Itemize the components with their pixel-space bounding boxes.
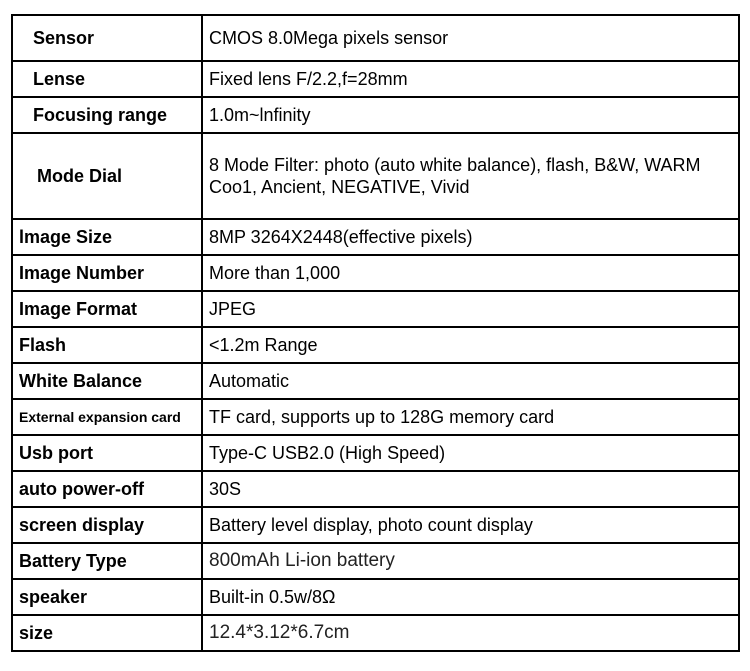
spec-value-flash: <1.2m Range bbox=[202, 327, 739, 363]
table-row bbox=[12, 543, 739, 579]
spec-label-lense: Lense bbox=[12, 61, 202, 97]
spec-value-white-balance: Automatic bbox=[202, 363, 739, 399]
spec-label-auto-power-off: auto power-off bbox=[12, 471, 202, 507]
spec-value-lense: Fixed lens F/2.2,f=28mm bbox=[202, 61, 739, 97]
spec-label-focusing-range: Focusing range bbox=[12, 97, 202, 133]
table-row bbox=[12, 435, 739, 471]
spec-value-speaker: Built-in 0.5w/8Ω bbox=[202, 579, 739, 615]
spec-value-battery-type: 800mAh Li-ion battery bbox=[202, 543, 739, 579]
table-row bbox=[12, 399, 739, 435]
spec-label-image-number: Image Number bbox=[12, 255, 202, 291]
spec-label-sensor: Sensor bbox=[12, 15, 202, 61]
table-row bbox=[12, 471, 739, 507]
spec-label-speaker: speaker bbox=[12, 579, 202, 615]
spec-value-image-format: JPEG bbox=[202, 291, 739, 327]
table-row bbox=[12, 507, 739, 543]
spec-label-external-card: External expansion card bbox=[12, 399, 202, 435]
spec-label-size: size bbox=[12, 615, 202, 651]
spec-value-image-size: 8MP 3264X2448(effective pixels) bbox=[202, 219, 739, 255]
spec-value-usb-port: Type-C USB2.0 (High Speed) bbox=[202, 435, 739, 471]
spec-value-image-number: More than 1,000 bbox=[202, 255, 739, 291]
table-row bbox=[12, 97, 739, 133]
spec-value-screen-display: Battery level display, photo count display bbox=[202, 507, 739, 543]
table-row bbox=[12, 579, 739, 615]
spec-label-usb-port: Usb port bbox=[12, 435, 202, 471]
table-row bbox=[12, 15, 739, 61]
spec-label-mode-dial: Mode Dial bbox=[12, 133, 202, 219]
spec-value-focusing-range: 1.0m~lnfinity bbox=[202, 97, 739, 133]
spec-label-image-size: lmage Size bbox=[12, 219, 202, 255]
table-row bbox=[12, 363, 739, 399]
spec-label-battery-type: Battery Type bbox=[12, 543, 202, 579]
spec-value-size: 12.4*3.12*6.7cm bbox=[202, 615, 739, 651]
spec-label-screen-display: screen display bbox=[12, 507, 202, 543]
spec-label-image-format: Image Format bbox=[12, 291, 202, 327]
spec-value-mode-dial: 8 Mode Filter: photo (auto white balance), flash, B&W, WARM Coo1, Ancient, NEGATIVE, Vivid bbox=[202, 133, 739, 219]
spec-label-flash: Flash bbox=[12, 327, 202, 363]
spec-value-sensor: CMOS 8.0Mega pixels sensor bbox=[202, 15, 739, 61]
table-row bbox=[12, 219, 739, 255]
table-row bbox=[12, 61, 739, 97]
table-row bbox=[12, 133, 739, 219]
spec-label-white-balance: White Balance bbox=[12, 363, 202, 399]
spec-value-external-card: TF card, supports up to 128G memory card bbox=[202, 399, 739, 435]
spec-value-auto-power-off: 30S bbox=[202, 471, 739, 507]
table-row bbox=[12, 615, 739, 651]
table-row bbox=[12, 327, 739, 363]
table-row bbox=[12, 255, 739, 291]
table-row bbox=[12, 291, 739, 327]
spec-table bbox=[11, 14, 740, 652]
